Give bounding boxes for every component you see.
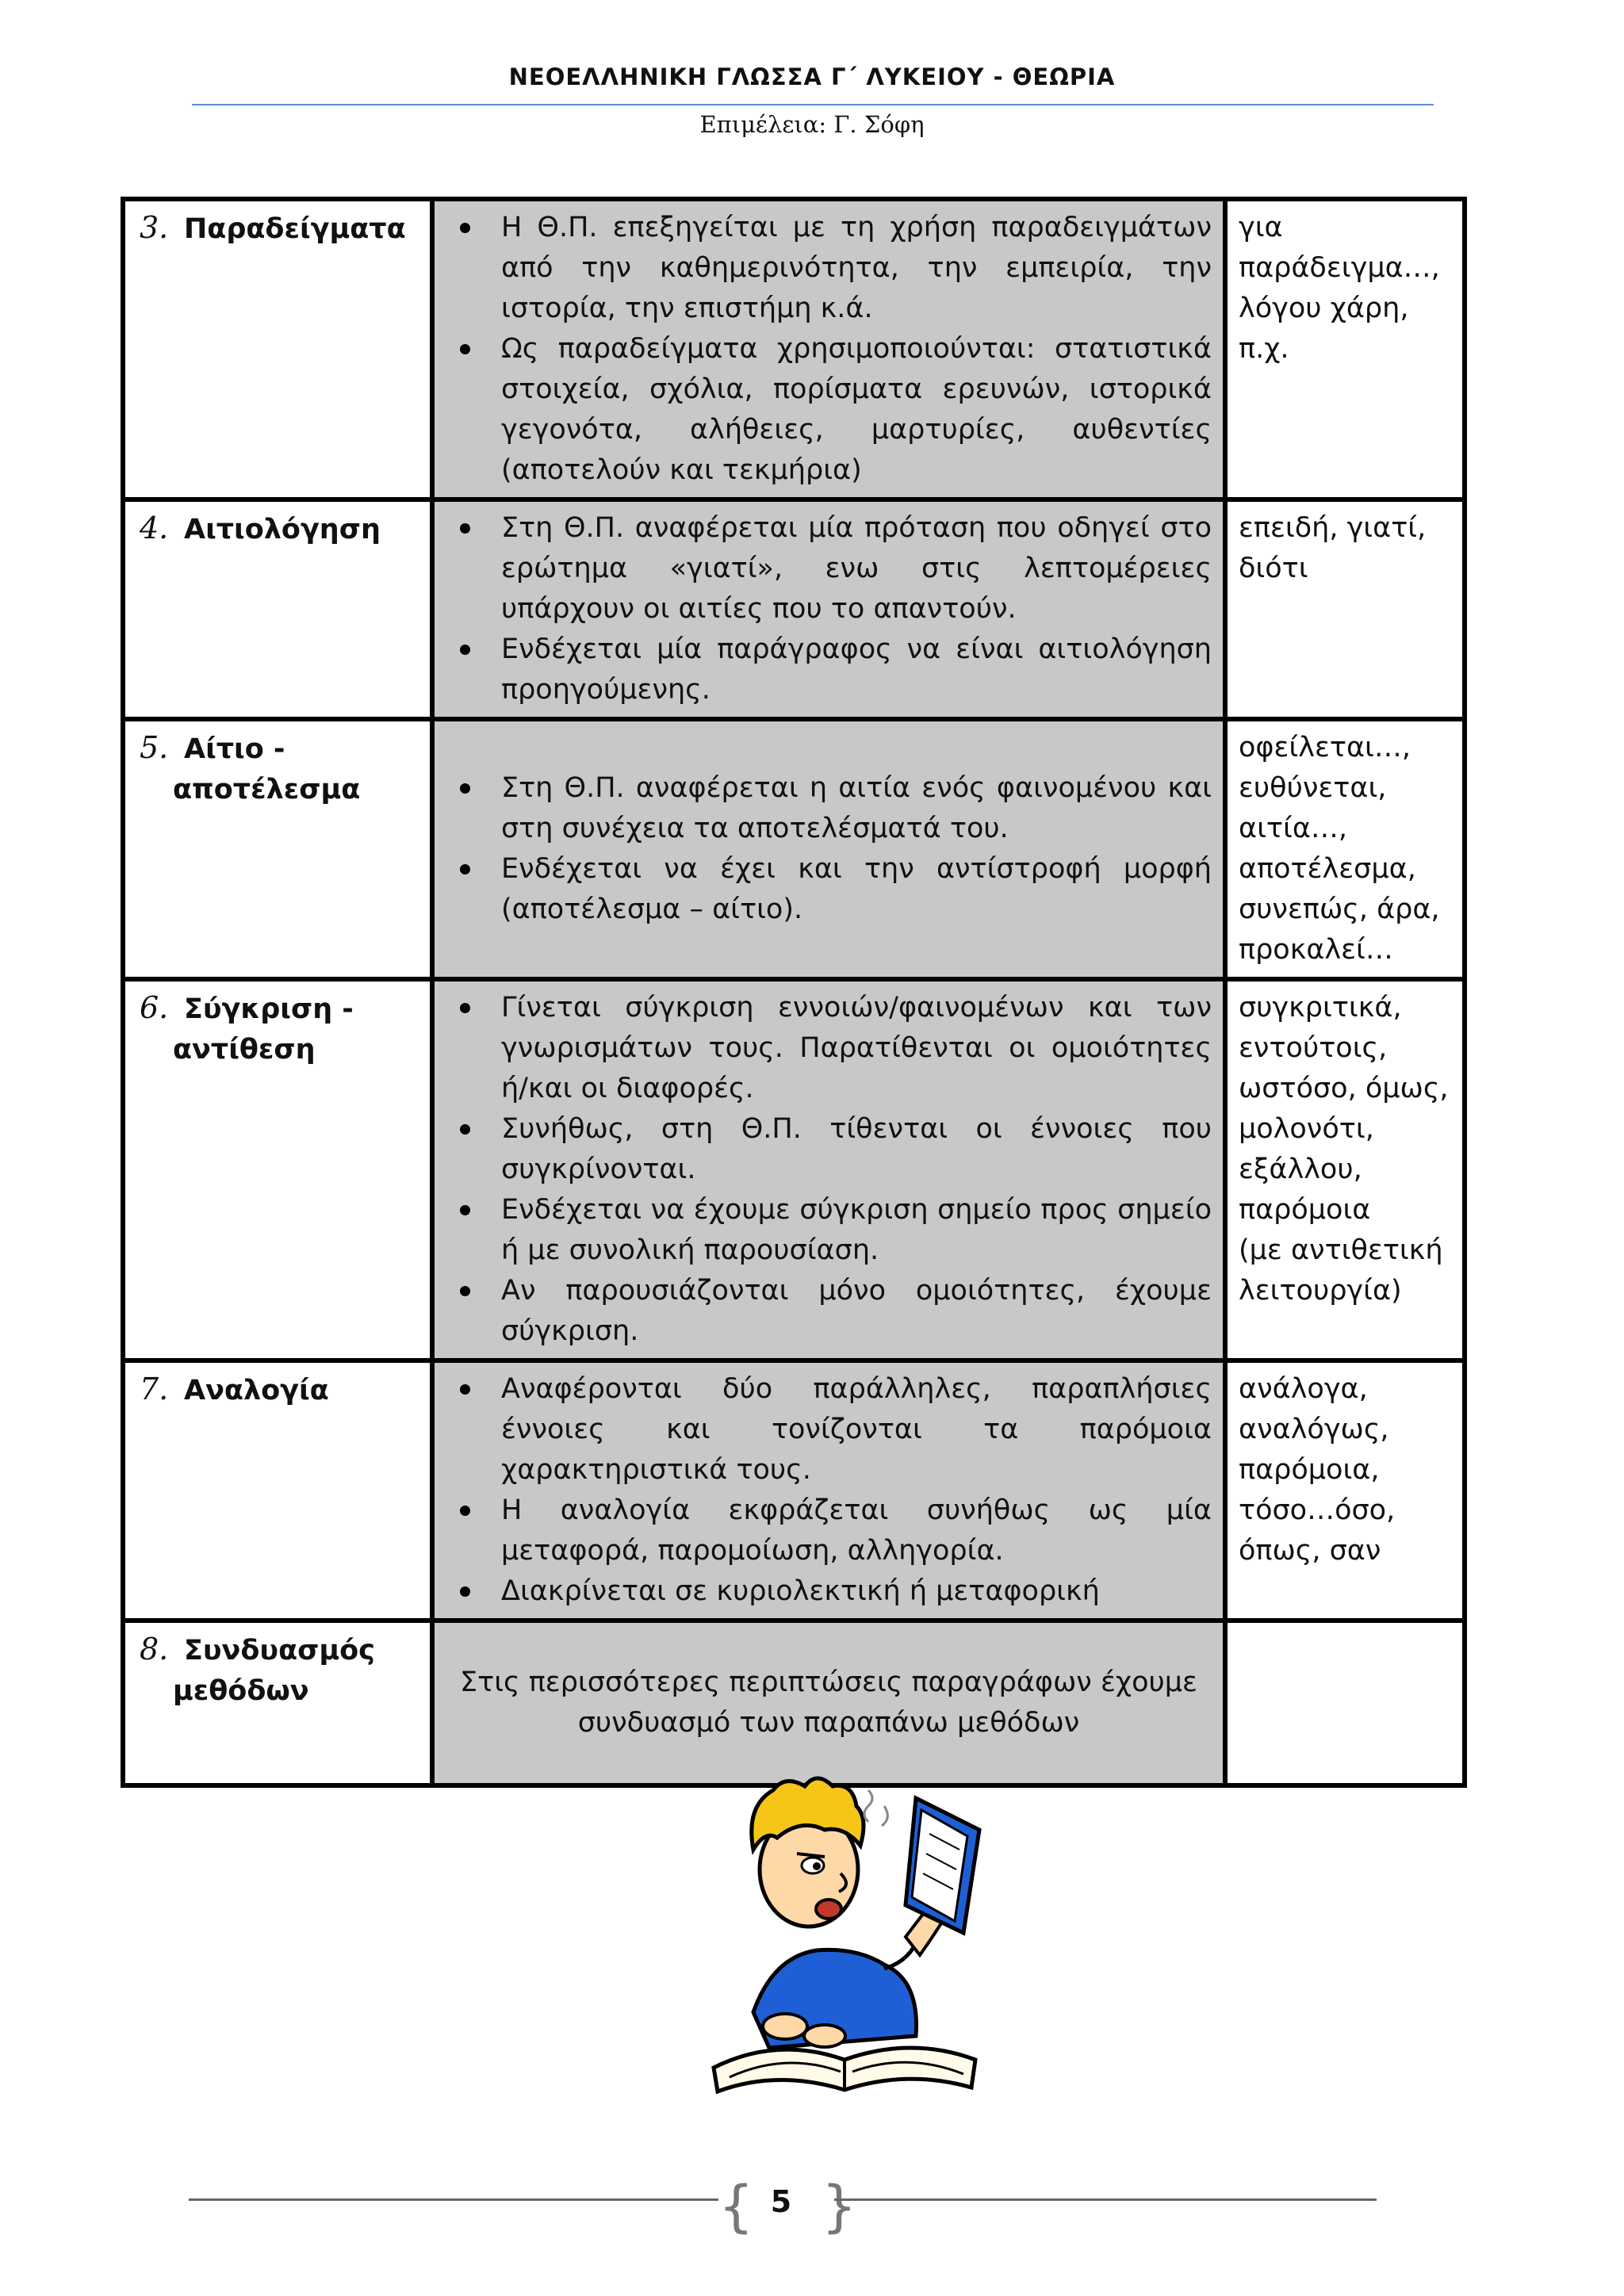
connective: επειδή, γιατί,: [1239, 512, 1427, 544]
method-name-continued: αποτέλεσμα: [173, 774, 361, 806]
table-row: [123, 1621, 1465, 1785]
connective: αναλόγως,: [1239, 1414, 1389, 1445]
document-header-subtitle: Επιμέλεια: Γ. Σόφη: [699, 111, 925, 138]
connective: εντούτοις,: [1239, 1032, 1388, 1064]
list-item: Στη Θ.Π. αναφέρεται η αιτία ενός φαινομένου και στη συνέχεια τα αποτελέσματά του.: [501, 768, 1212, 849]
method-name-cell: [123, 499, 432, 719]
connectives-cell: [1225, 1621, 1465, 1785]
bullet-list: [446, 988, 1212, 1352]
method-name-cell: [123, 719, 432, 979]
connectives-cell: [1225, 199, 1465, 499]
list-item: Η αναλογία εκφράζεται συνήθως ως μία μεταφορά, παρομοίωση, αλληγορία.: [501, 1490, 1212, 1571]
connective: λόγου χάρη,: [1239, 293, 1409, 324]
connective: εξάλλου,: [1239, 1154, 1362, 1185]
connective: όπως, σαν: [1239, 1535, 1381, 1567]
table-row: [123, 979, 1465, 1360]
method-number: 6.: [140, 990, 169, 1025]
method-name-cell: [123, 979, 432, 1360]
list-item: Συνήθως, στη Θ.Π. τίθενται οι έννοιες που συγκρίνονται.: [501, 1109, 1212, 1190]
method-name-continued: μεθόδων: [173, 1675, 309, 1707]
student-reading-illustration: [698, 1774, 999, 2099]
combination-text: Στις περισσότερες περιπτώσεις παραγράφων έχουμε συνδυασμό των παραπάνω μεθόδων: [460, 1667, 1197, 1739]
footer-divider-left: [189, 2198, 718, 2201]
method-number: 7.: [140, 1372, 169, 1406]
method-description-cell: [432, 499, 1225, 719]
connective: αποτέλεσμα,: [1239, 853, 1416, 885]
connective: παρόμοια,: [1239, 1454, 1380, 1486]
connective: συγκριτικά,: [1239, 992, 1402, 1024]
list-item: Ενδέχεται να έχει και την αντίστροφή μορφή (αποτέλεσμα – αίτιο).: [501, 849, 1212, 930]
connective: διότι: [1239, 553, 1308, 584]
list-item: Διακρίνεται σε κυριολεκτική ή μεταφορική: [501, 1571, 1212, 1612]
method-number: 3.: [140, 210, 169, 245]
method-name-continued: αντίθεση: [173, 1034, 316, 1066]
bullet-list: [446, 768, 1212, 930]
method-name-cell: [123, 1621, 432, 1785]
method-number: 4.: [140, 511, 169, 545]
table-row: [123, 1360, 1465, 1621]
method-description-cell: [432, 199, 1225, 499]
bullet-list: [446, 208, 1212, 491]
method-name: Αναλογία: [184, 1375, 329, 1406]
method-name: Παραδείγματα: [184, 213, 406, 245]
method-name-cell: [123, 199, 432, 499]
header-divider: [192, 104, 1434, 105]
connectives-cell: [1225, 499, 1465, 719]
connective: ανάλογα,: [1239, 1373, 1368, 1405]
connectives-cell: [1225, 719, 1465, 979]
method-description-cell: [432, 719, 1225, 979]
list-item: Αν παρουσιάζονται μόνο ομοιότητες, έχουμε σύγκριση.: [501, 1271, 1212, 1352]
method-number: 5.: [140, 730, 169, 765]
methods-table: [121, 197, 1467, 1788]
footer-divider-right: [834, 2198, 1377, 2201]
bullet-list: [446, 1369, 1212, 1612]
table-row: [123, 499, 1465, 719]
footer-bracket-right: }: [822, 2174, 857, 2239]
method-name: Αιτιολόγηση: [184, 514, 381, 545]
method-number: 8.: [140, 1632, 169, 1667]
table-row: [123, 199, 1465, 499]
table-row: [123, 719, 1465, 979]
connective: λειτουργία): [1239, 1275, 1402, 1307]
list-item: Ενδέχεται να έχουμε σύγκριση σημείο προς σημείο ή με συνολική παρουσίαση.: [501, 1190, 1212, 1271]
page-number: 5: [770, 2184, 792, 2219]
method-name: Συνδυασμός: [184, 1635, 375, 1667]
connective: για: [1239, 212, 1283, 243]
list-item: Η Θ.Π. επεξηγείται με τη χρήση παραδειγμάτων από την καθημερινότητα, την εμπειρία, την ιστορία, την επιστήμη κ.ά.: [501, 208, 1212, 329]
method-name: Αίτιο -: [184, 733, 285, 765]
bullet-list: [446, 508, 1212, 710]
connective: συνεπώς, άρα,: [1239, 894, 1440, 925]
connective: οφείλεται…,: [1239, 732, 1411, 763]
method-description-cell: [432, 1621, 1225, 1785]
method-name-cell: [123, 1360, 432, 1621]
connective: μολονότι,: [1239, 1113, 1374, 1145]
list-item: Αναφέρονται δύο παράλληλες, παραπλήσιες έννοιες και τονίζονται τα παρόμοια χαρακτηριστικά τους.: [501, 1369, 1212, 1490]
list-item: Ως παραδείγματα χρησιμοποιούνται: στατιστικά στοιχεία, σχόλια, πορίσματα ερευνών, ιστορικά γεγονότα, αλήθειες, μαρτυρίες, αυθεντίες (αποτελούν και τεκμήρια): [501, 329, 1212, 491]
list-item: Ενδέχεται μία παράγραφος να είναι αιτιολόγηση προηγούμενης.: [501, 629, 1212, 710]
connective: προκαλεί…: [1239, 934, 1393, 966]
footer-bracket-left: {: [718, 2174, 754, 2239]
connective: ωστόσο, όμως,: [1239, 1073, 1449, 1104]
connective: τόσο…όσο,: [1239, 1494, 1396, 1526]
method-name: Σύγκριση -: [184, 993, 354, 1025]
connective: παρόμοια: [1239, 1194, 1371, 1226]
connective: αιτία…,: [1239, 813, 1348, 844]
connective: ευθύνεται,: [1239, 772, 1387, 804]
connectives-cell: [1225, 1360, 1465, 1621]
method-description-cell: [432, 979, 1225, 1360]
connective: παράδειγμα…,: [1239, 252, 1440, 284]
connective: (με αντιθετική: [1239, 1234, 1443, 1266]
connectives-cell: [1225, 979, 1465, 1360]
method-description-cell: [432, 1360, 1225, 1621]
list-item: Στη Θ.Π. αναφέρεται μία πρόταση που οδηγεί στο ερώτημα «γιατί», ενω στις λεπτομέρειες υπάρχουν οι αιτίες που το απαντούν.: [501, 508, 1212, 629]
connective: π.χ.: [1239, 333, 1289, 365]
document-header-title: ΝΕΟΕΛΛΗΝΙΚΗ ΓΛΩΣΣΑ Γ΄ ΛΥΚΕΙΟΥ - ΘΕΩΡΙΑ: [508, 63, 1116, 90]
list-item: Γίνεται σύγκριση εννοιών/φαινομένων και των γνωρισμάτων τους. Παρατίθενται οι ομοιότητες ή/και οι διαφορές.: [501, 988, 1212, 1109]
